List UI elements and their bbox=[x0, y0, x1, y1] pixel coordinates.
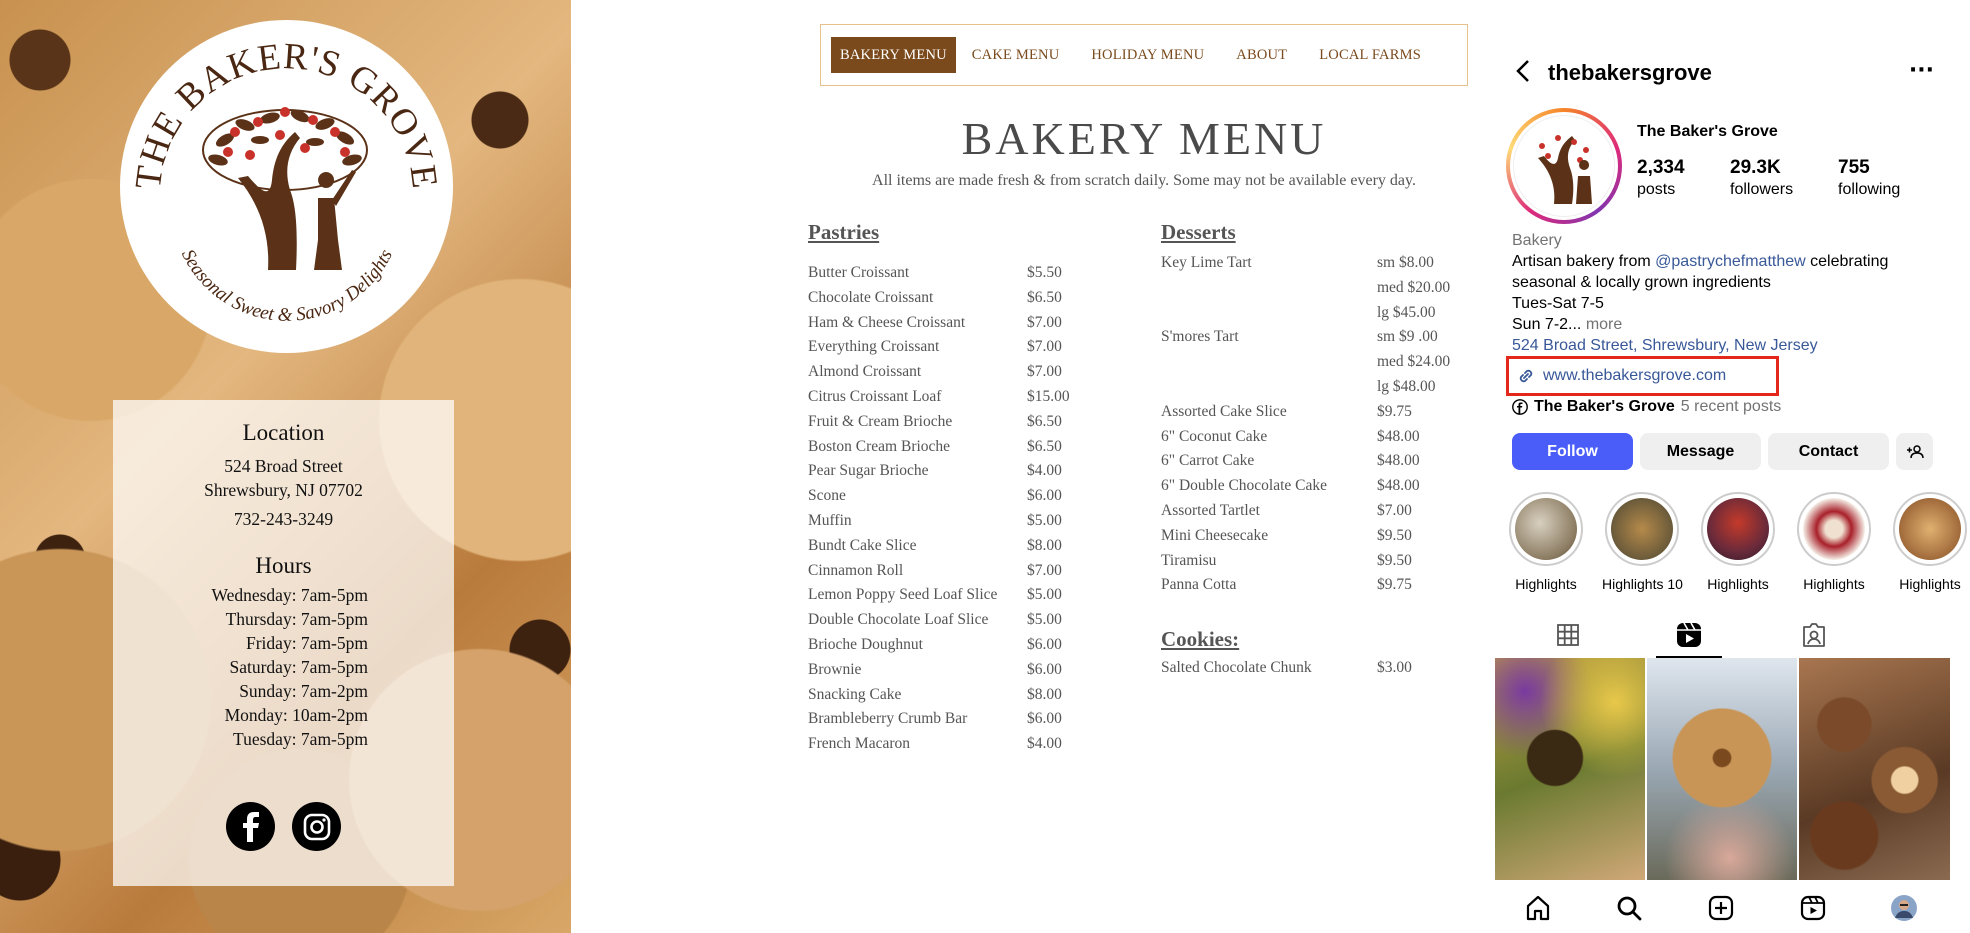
menu-item-name: 6" Carrot Cake bbox=[1161, 452, 1255, 470]
avatar-tree-icon bbox=[1514, 116, 1616, 218]
menu-item-price: $9.75 bbox=[1377, 402, 1412, 420]
menu-item-name: Double Chocolate Loaf Slice bbox=[808, 611, 989, 629]
menu-item-name: 6" Double Chocolate Cake bbox=[1161, 477, 1328, 495]
menu-item bbox=[808, 608, 1070, 633]
menu-item bbox=[1161, 400, 1450, 425]
menu-item-price: $5.50 bbox=[1027, 264, 1062, 281]
bio-text: Sun 7-2... bbox=[1512, 316, 1582, 333]
menu-item-name: Snacking Cake bbox=[808, 685, 902, 703]
stat-count: 29.3K bbox=[1730, 157, 1781, 178]
hours-row: Wednesday: 7am-5pm bbox=[211, 585, 368, 605]
highlight-label: Highlights 10 bbox=[1602, 576, 1683, 592]
desserts-list bbox=[1161, 251, 1450, 598]
menu-item bbox=[808, 335, 1070, 360]
tree-icon bbox=[203, 107, 367, 270]
menu-item bbox=[808, 732, 1070, 757]
facebook-link[interactable] bbox=[1512, 398, 1781, 416]
menu-item bbox=[808, 385, 1070, 410]
menu-item bbox=[808, 559, 1070, 584]
profile-header bbox=[1516, 58, 1712, 88]
menu-item bbox=[808, 534, 1070, 559]
cookies-list bbox=[1161, 656, 1412, 681]
stat-followers[interactable] bbox=[1730, 157, 1793, 199]
follow-button[interactable]: Follow bbox=[1512, 433, 1633, 470]
menu-item bbox=[808, 286, 1070, 311]
menu-item-price: sm $8.00 bbox=[1377, 254, 1434, 271]
site-nav bbox=[820, 24, 1468, 86]
nav-cake-menu[interactable]: CAKE MENU bbox=[971, 47, 1060, 63]
message-button[interactable]: Message bbox=[1640, 433, 1761, 470]
menu-item bbox=[808, 261, 1070, 286]
menu-item-price: $6.00 bbox=[1027, 487, 1062, 505]
address-link[interactable]: 524 Broad Street, Shrewsbury, New Jersey bbox=[1512, 337, 1818, 354]
menu-item-price: $48.00 bbox=[1377, 427, 1420, 445]
pastries-list bbox=[808, 261, 1070, 757]
profile-tabs bbox=[1494, 612, 1950, 658]
highlight-item[interactable] bbox=[1794, 492, 1874, 592]
menu-item-price: med $20.00 bbox=[1377, 278, 1451, 296]
menu-item bbox=[1161, 549, 1450, 574]
menu-item-name: Cinnamon Roll bbox=[808, 561, 904, 579]
stat-count: 2,334 bbox=[1637, 157, 1685, 178]
menu-item-name: Bundt Cake Slice bbox=[808, 536, 917, 554]
tagged-icon bbox=[1801, 623, 1827, 647]
highlight-item[interactable] bbox=[1890, 492, 1970, 592]
nav-about[interactable]: ABOUT bbox=[1236, 47, 1288, 63]
back-arrow-icon[interactable] bbox=[1516, 59, 1530, 87]
menu-item-price: $8.00 bbox=[1027, 536, 1062, 554]
bottom-nav bbox=[1494, 880, 1950, 933]
desserts-heading: Desserts bbox=[1161, 220, 1236, 244]
tab-tagged[interactable] bbox=[1794, 612, 1834, 658]
menu-item bbox=[1161, 251, 1450, 325]
pastries-heading: Pastries bbox=[808, 220, 880, 244]
menu-item-price: med $24.00 bbox=[1377, 353, 1451, 371]
more-options-icon[interactable]: ··· bbox=[1908, 58, 1934, 83]
highlight-label: Highlights bbox=[1899, 576, 1961, 592]
menu-item-price: $5.00 bbox=[1027, 611, 1062, 629]
grid-icon bbox=[1557, 624, 1579, 646]
bio-line1 bbox=[1512, 251, 1942, 272]
menu-item-name: French Macaron bbox=[808, 735, 910, 753]
hours-row: Thursday: 7am-5pm bbox=[225, 609, 368, 629]
menu-item-price: $8.00 bbox=[1027, 685, 1062, 703]
profile-username: thebakersgrove bbox=[1548, 60, 1712, 85]
menu-item-price: $4.00 bbox=[1027, 735, 1062, 753]
hours-row: Tuesday: 7am-5pm bbox=[233, 729, 368, 749]
post-thumbnail[interactable] bbox=[1495, 658, 1645, 880]
post-grid bbox=[1494, 658, 1950, 880]
hours-row: Monday: 10am-2pm bbox=[224, 705, 368, 725]
reels-icon bbox=[1676, 622, 1702, 648]
profile-nav-avatar[interactable] bbox=[1888, 892, 1920, 924]
menu-item bbox=[808, 683, 1070, 708]
menu-item-price: sm $9 .00 bbox=[1377, 328, 1438, 346]
bakery-logo bbox=[120, 20, 453, 353]
menu-item-name: Muffin bbox=[808, 511, 852, 529]
post-thumbnail[interactable] bbox=[1799, 658, 1950, 880]
menu-item-price: $5.00 bbox=[1027, 586, 1062, 604]
menu-item-price: $9.75 bbox=[1377, 576, 1412, 594]
menu-item-name: Lemon Poppy Seed Loaf Slice bbox=[808, 586, 998, 604]
profile-display-name: The Baker's Grove bbox=[1637, 123, 1778, 140]
menu-item bbox=[808, 509, 1070, 534]
bio-text: celebrating bbox=[1805, 253, 1889, 270]
menu-item-price: $7.00 bbox=[1377, 501, 1412, 519]
address-line1: 524 Broad Street bbox=[224, 456, 343, 476]
menu-item bbox=[1161, 656, 1412, 681]
menu-item bbox=[1161, 573, 1450, 598]
tab-grid[interactable] bbox=[1548, 612, 1588, 658]
menu-item-name: Boston Cream Brioche bbox=[808, 437, 951, 455]
menu-item-price: $5.00 bbox=[1027, 511, 1062, 529]
menu-item-price: $6.00 bbox=[1027, 635, 1062, 653]
menu-item-name: Mini Cheesecake bbox=[1161, 526, 1269, 544]
stat-count: 755 bbox=[1838, 157, 1870, 178]
menu-item bbox=[808, 459, 1070, 484]
menu-item-name: Key Lime Tart bbox=[1161, 254, 1252, 271]
bio-line4 bbox=[1512, 314, 1942, 335]
menu-item-price: $7.00 bbox=[1027, 363, 1062, 381]
highlight-item[interactable] bbox=[1602, 492, 1682, 592]
menu-item-name: Brownie bbox=[808, 660, 862, 678]
logo-top-text: THE BAKER'S GROVE bbox=[127, 35, 446, 192]
stat-label: following bbox=[1838, 181, 1901, 198]
menu-item bbox=[1161, 425, 1450, 450]
menu-item bbox=[808, 658, 1070, 683]
menu-item-name: Assorted Tartlet bbox=[1161, 501, 1260, 519]
phone-number[interactable]: 732-243-3249 bbox=[233, 509, 334, 529]
hours-list bbox=[113, 583, 454, 751]
contact-button[interactable]: Contact bbox=[1768, 433, 1889, 470]
bio-line2: seasonal & locally grown ingredients bbox=[1512, 274, 1771, 291]
menu-item bbox=[808, 311, 1070, 336]
location-heading: Location bbox=[242, 420, 325, 445]
menu-item-name: 6" Coconut Cake bbox=[1161, 427, 1268, 445]
menu-item bbox=[808, 583, 1070, 608]
page-title: BAKERY MENU bbox=[961, 113, 1327, 164]
menu-item-price: $6.50 bbox=[1027, 412, 1062, 430]
menu-item-price: $6.50 bbox=[1027, 437, 1062, 455]
hours-row: Sunday: 7am-2pm bbox=[239, 681, 368, 701]
stat-following[interactable] bbox=[1838, 157, 1900, 199]
highlight-item[interactable] bbox=[1698, 492, 1778, 592]
left-panel bbox=[0, 0, 571, 933]
menu-item bbox=[808, 435, 1070, 460]
hours-row: Saturday: 7am-5pm bbox=[229, 657, 368, 677]
menu-item-name: Citrus Croissant Loaf bbox=[808, 387, 942, 405]
menu-item bbox=[1161, 524, 1450, 549]
highlight-label: Highlights bbox=[1515, 576, 1577, 592]
bio-more-link[interactable]: more bbox=[1581, 316, 1623, 333]
menu-item-price: $6.00 bbox=[1027, 660, 1062, 678]
facebook-small-icon bbox=[1512, 399, 1528, 415]
search-icon[interactable] bbox=[1613, 892, 1645, 924]
menu-item bbox=[1161, 499, 1450, 524]
menu-item bbox=[1161, 474, 1450, 499]
menu-item-name: S'mores Tart bbox=[1161, 328, 1239, 346]
menu-item-price: $7.00 bbox=[1027, 313, 1062, 331]
highlight-label: Highlights bbox=[1803, 576, 1865, 592]
menu-item-name: Brambleberry Crumb Bar bbox=[808, 710, 968, 728]
menu-item-name: Everything Croissant bbox=[808, 338, 940, 356]
cookies-heading: Cookies: bbox=[1161, 627, 1240, 651]
menu-item-price: lg $45.00 bbox=[1377, 303, 1436, 321]
menu-item-price: $9.50 bbox=[1377, 526, 1412, 544]
address-line2: Shrewsbury, NJ 07702 bbox=[204, 480, 363, 500]
menu-item-price: $15.00 bbox=[1027, 387, 1070, 405]
menu-item-name: Salted Chocolate Chunk bbox=[1161, 659, 1312, 676]
menu-item-price: $7.00 bbox=[1027, 561, 1062, 579]
stat-label: posts bbox=[1637, 181, 1676, 198]
bio-mention-link[interactable]: @pastrychefmatthew bbox=[1655, 253, 1806, 270]
menu-item bbox=[808, 484, 1070, 509]
create-post-icon[interactable] bbox=[1705, 892, 1737, 924]
menu-item bbox=[808, 707, 1070, 732]
menu-item bbox=[808, 360, 1070, 385]
stat-label: followers bbox=[1730, 181, 1794, 198]
menu-item-name: Pear Sugar Brioche bbox=[808, 462, 929, 480]
logo-graphic bbox=[120, 20, 453, 353]
stat-posts[interactable] bbox=[1637, 157, 1685, 199]
menu-item-name: Almond Croissant bbox=[808, 363, 922, 381]
facebook-name: The Baker's Grove bbox=[1534, 398, 1675, 415]
nav-bakery-menu[interactable]: BAKERY MENU bbox=[831, 37, 956, 73]
menu-item-price: $9.50 bbox=[1377, 551, 1412, 569]
post-thumbnail[interactable] bbox=[1647, 658, 1797, 880]
menu-item-name: Fruit & Cream Brioche bbox=[808, 412, 953, 430]
menu-item bbox=[808, 633, 1070, 658]
instagram-icon[interactable] bbox=[292, 802, 341, 851]
profile-avatar[interactable] bbox=[1506, 108, 1622, 224]
menu-item bbox=[1161, 325, 1450, 399]
reels-nav-icon[interactable] bbox=[1797, 892, 1829, 924]
facebook-posts: 5 recent posts bbox=[1680, 398, 1782, 415]
menu-item-name: Panna Cotta bbox=[1161, 576, 1237, 594]
menu-item-name: Tiramisu bbox=[1161, 551, 1217, 569]
menu-item-price: $6.00 bbox=[1027, 710, 1062, 728]
menu-item-name: Assorted Cake Slice bbox=[1161, 402, 1287, 420]
bio-text: Artisan bakery from bbox=[1512, 253, 1656, 270]
social-links bbox=[113, 802, 454, 851]
menu-item bbox=[1161, 449, 1450, 474]
highlight-label: Highlights bbox=[1707, 576, 1769, 592]
menu-item-price: $4.00 bbox=[1027, 462, 1062, 480]
menu-item-price: lg $48.00 bbox=[1377, 377, 1436, 395]
menu-item bbox=[808, 410, 1070, 435]
menu-item-name: Chocolate Croissant bbox=[808, 288, 934, 306]
instagram-profile bbox=[1494, 0, 1961, 933]
add-user-icon bbox=[1906, 445, 1924, 459]
profile-bio bbox=[1512, 230, 1942, 356]
website-text: www.thebakersgrove.com bbox=[1543, 367, 1727, 384]
menu-subtitle: All items are made fresh & from scratch daily. Some may not be available every day. bbox=[872, 172, 1416, 189]
menu-item-name: Brioche Doughnut bbox=[808, 635, 923, 653]
highlight-item[interactable] bbox=[1506, 492, 1586, 592]
menu-item-price: $48.00 bbox=[1377, 452, 1420, 470]
menu-item-name: Scone bbox=[808, 487, 846, 505]
hours-heading: Hours bbox=[255, 553, 312, 578]
tab-reels[interactable] bbox=[1669, 612, 1709, 658]
add-user-button[interactable] bbox=[1896, 433, 1933, 470]
nav-holiday-menu[interactable]: HOLIDAY MENU bbox=[1091, 47, 1205, 63]
bio-line3: Tues-Sat 7-5 bbox=[1512, 295, 1604, 312]
menu-item-price: $3.00 bbox=[1377, 659, 1412, 676]
menu-item-name: Butter Croissant bbox=[808, 264, 910, 281]
profile-category: Bakery bbox=[1512, 232, 1562, 249]
menu-item-price: $7.00 bbox=[1027, 338, 1062, 356]
nav-local-farms[interactable]: LOCAL FARMS bbox=[1319, 47, 1421, 63]
hours-row: Friday: 7am-5pm bbox=[246, 633, 368, 653]
facebook-icon[interactable] bbox=[226, 802, 275, 851]
home-icon[interactable] bbox=[1522, 892, 1554, 924]
menu-item-price: $48.00 bbox=[1377, 477, 1420, 495]
link-icon bbox=[1517, 367, 1535, 385]
website-link[interactable] bbox=[1506, 356, 1779, 396]
menu-item-name: Ham & Cheese Croissant bbox=[808, 313, 966, 331]
menu-item-price: $6.50 bbox=[1027, 288, 1062, 306]
logo-bottom-text: Seasonal Sweet & Savory Delights bbox=[177, 246, 397, 326]
